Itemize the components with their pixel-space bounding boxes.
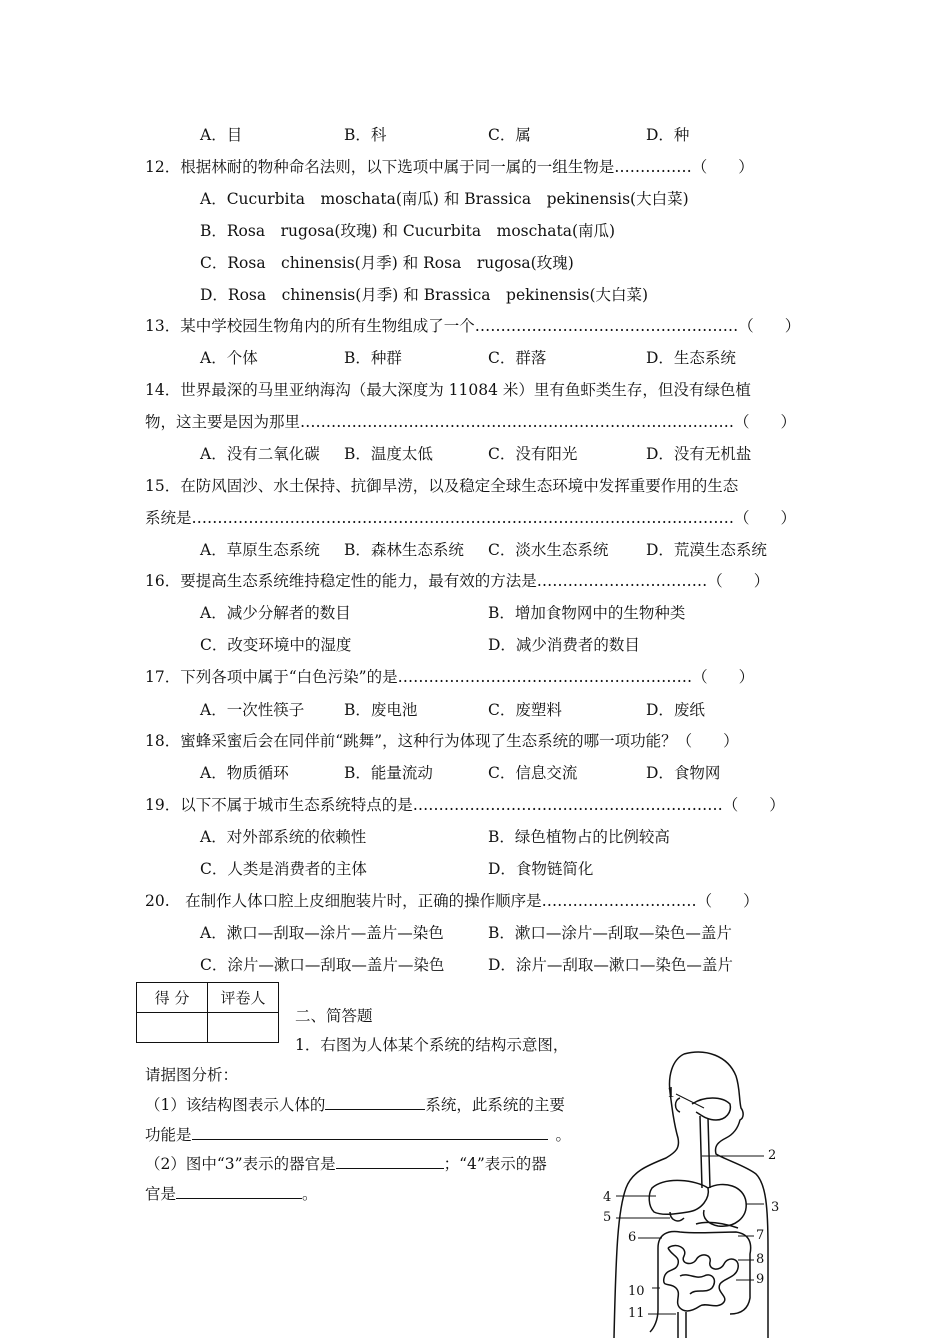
q1-intro: 1．右图为人体某个系统的结构示意图， (295, 1036, 569, 1054)
q1-part2-text-d: 。 (302, 1185, 318, 1203)
q1-part2-organ-line (145, 1184, 318, 1204)
figure-label-7: 7 (756, 1228, 765, 1243)
q12-option-b: B．Rosa rugosa(玫瑰) 和 Cucurbita moschata(南瓜) (200, 222, 616, 240)
digestive-system-figure (596, 1048, 796, 1338)
q14-stem-line2: 物，这主要是因为那里…………………………………………………………………………（ ） (145, 413, 797, 431)
q16-option-c: C．改变环境中的湿度 (200, 636, 352, 654)
q15-option-c: C．淡水生态系统 (488, 541, 609, 559)
q20-option-b: B．漱口—涂片—刮取—染色—盖片 (488, 924, 732, 942)
q13-option-d: D．生态系统 (646, 349, 736, 367)
small-intestine-shape (664, 1246, 739, 1311)
q1-part1-text-a: （1）该结构图表示人体的 (145, 1096, 326, 1114)
q1-part1-text-b: 系统，此系统的主要 (425, 1096, 565, 1114)
q19-option-a: A．对外部系统的依赖性 (200, 828, 367, 846)
q20-option-d: D．涂片—刮取—漱口—染色—盖片 (488, 956, 733, 974)
figure-label-3: 3 (771, 1200, 780, 1215)
q17-option-c: C．废塑料 (488, 701, 562, 719)
q11-option-a: A．目 (200, 126, 243, 144)
q13-option-a: A．个体 (200, 349, 258, 367)
q11-option-b: B．科 (344, 126, 387, 144)
q20-option-c: C．涂片—漱口—刮取—盖片—染色 (200, 956, 445, 974)
q13-option-b: B．种群 (344, 349, 402, 367)
q18-option-a: A．物质循环 (200, 764, 289, 782)
q15-stem-line2: 系统是……………………………………………………………………………………………（ ） (145, 509, 797, 527)
q19-option-c: C．人类是消费者的主体 (200, 860, 367, 878)
stomach-shape (704, 1184, 747, 1226)
figure-label-8: 8 (756, 1252, 765, 1267)
q14-option-d: D．没有无机盐 (646, 445, 752, 463)
q20-stem: 20. 在制作人体口腔上皮细胞装片时，正确的操作顺序是…………………………（ ） (145, 892, 759, 910)
q15-stem-line1: 15．在防风固沙、水土保持、抗御旱涝，以及稳定全球生态环境中发挥重要作用的生态 (145, 477, 739, 495)
q11-option-d: D．种 (646, 126, 690, 144)
figure-label-4: 4 (603, 1190, 612, 1205)
q1-part2-line (145, 1154, 547, 1174)
q16-stem: 16．要提高生态系统维持稳定性的能力，最有效的方法是……………………………（ ） (145, 572, 770, 590)
q15-option-d: D．荒漠生态系统 (646, 541, 767, 559)
answer-blank-function[interactable] (192, 1125, 548, 1140)
q14-option-c: C．没有阳光 (488, 445, 578, 463)
q13-option-c: C．群落 (488, 349, 547, 367)
q17-option-b: B．废电池 (344, 701, 418, 719)
figure-label-5: 5 (603, 1210, 612, 1225)
q1-part2-text-c: 官是 (145, 1185, 177, 1203)
score-cell[interactable] (137, 1013, 208, 1043)
answer-blank-organ-4[interactable] (176, 1184, 302, 1199)
q16-option-b: B．增加食物网中的生物种类 (488, 604, 686, 622)
q17-stem: 17．下列各项中属于“白色污染”的是…………………………………………………（ ） (145, 668, 755, 686)
q1-intro-cont: 请据图分析： (145, 1066, 239, 1084)
q12-option-a: A．Cucurbita moschata(南瓜) 和 Brassica pekinensis(大白菜) (200, 190, 689, 208)
q19-option-d: D．食物链简化 (488, 860, 594, 878)
q19-option-b: B．绿色植物占的比例较高 (488, 828, 670, 846)
q18-stem: 18．蜜蜂采蜜后会在同伴前“跳舞”，这种行为体现了生态系统的哪一项功能？（ ） (145, 732, 739, 750)
q14-stem-line1: 14．世界最深的马里亚纳海沟（最大深度为 11084 米）里有鱼虾类生存，但没有绿色植 (145, 381, 751, 399)
q1-part2-text-b: ；“4”表示的器 (443, 1155, 547, 1173)
q17-option-a: A．一次性筷子 (200, 701, 305, 719)
answer-blank-organ-3[interactable] (336, 1154, 444, 1169)
q14-option-b: B．温度太低 (344, 445, 433, 463)
score-label: 得 分 (137, 983, 208, 1013)
section2-title: 二、简答题 (295, 1007, 373, 1025)
answer-blank-system[interactable] (325, 1095, 425, 1110)
q16-option-d: D．减少消费者的数目 (488, 636, 640, 654)
figure-label-11: 11 (628, 1306, 645, 1321)
q20-option-a: A．漱口—刮取—涂片—盖片—染色 (200, 924, 444, 942)
q1-part1-line (145, 1095, 565, 1115)
grader-label: 评卷人 (208, 983, 279, 1013)
q18-option-b: B．能量流动 (344, 764, 433, 782)
grader-cell[interactable] (208, 1013, 279, 1043)
q1-part1-function-line (145, 1125, 571, 1145)
q17-option-d: D．废纸 (646, 701, 705, 719)
q1-part2-text-a: （2）图中“3”表示的器官是 (145, 1155, 336, 1173)
figure-label-2: 2 (768, 1148, 777, 1163)
q14-option-a: A．没有二氧化碳 (200, 445, 320, 463)
figure-label-9: 9 (756, 1272, 765, 1287)
q12-option-d: D．Rosa chinensis(月季) 和 Brassica pekinensis(大白菜) (200, 286, 649, 304)
q13-stem: 13．某中学校园生物角内的所有生物组成了一个……………………………………………（ ） (145, 317, 801, 335)
q19-stem: 19．以下不属于城市生态系统特点的是……………………………………………………（ ） (145, 796, 785, 814)
q1-part1-text-d: 。 (555, 1126, 572, 1144)
q11-option-c: C．属 (488, 126, 531, 144)
q1-part1-text-c: 功能是 (145, 1126, 192, 1144)
q18-option-c: C．信息交流 (488, 764, 578, 782)
q12-option-c: C．Rosa chinensis(月季) 和 Rosa rugosa(玫瑰) (200, 254, 574, 272)
figure-label-10: 10 (628, 1284, 645, 1299)
q12-stem: 12．根据林耐的物种命名法则，以下选项中属于同一属的一组生物是……………（ ） (145, 158, 754, 176)
q15-option-b: B．森林生态系统 (344, 541, 464, 559)
q18-option-d: D．食物网 (646, 764, 721, 782)
figure-label-6: 6 (628, 1230, 637, 1245)
q16-option-a: A．减少分解者的数目 (200, 604, 351, 622)
score-table (136, 982, 279, 1043)
q15-option-a: A．草原生态系统 (200, 541, 320, 559)
figure-label-1: 1 (667, 1086, 676, 1101)
liver-shape (649, 1180, 708, 1214)
